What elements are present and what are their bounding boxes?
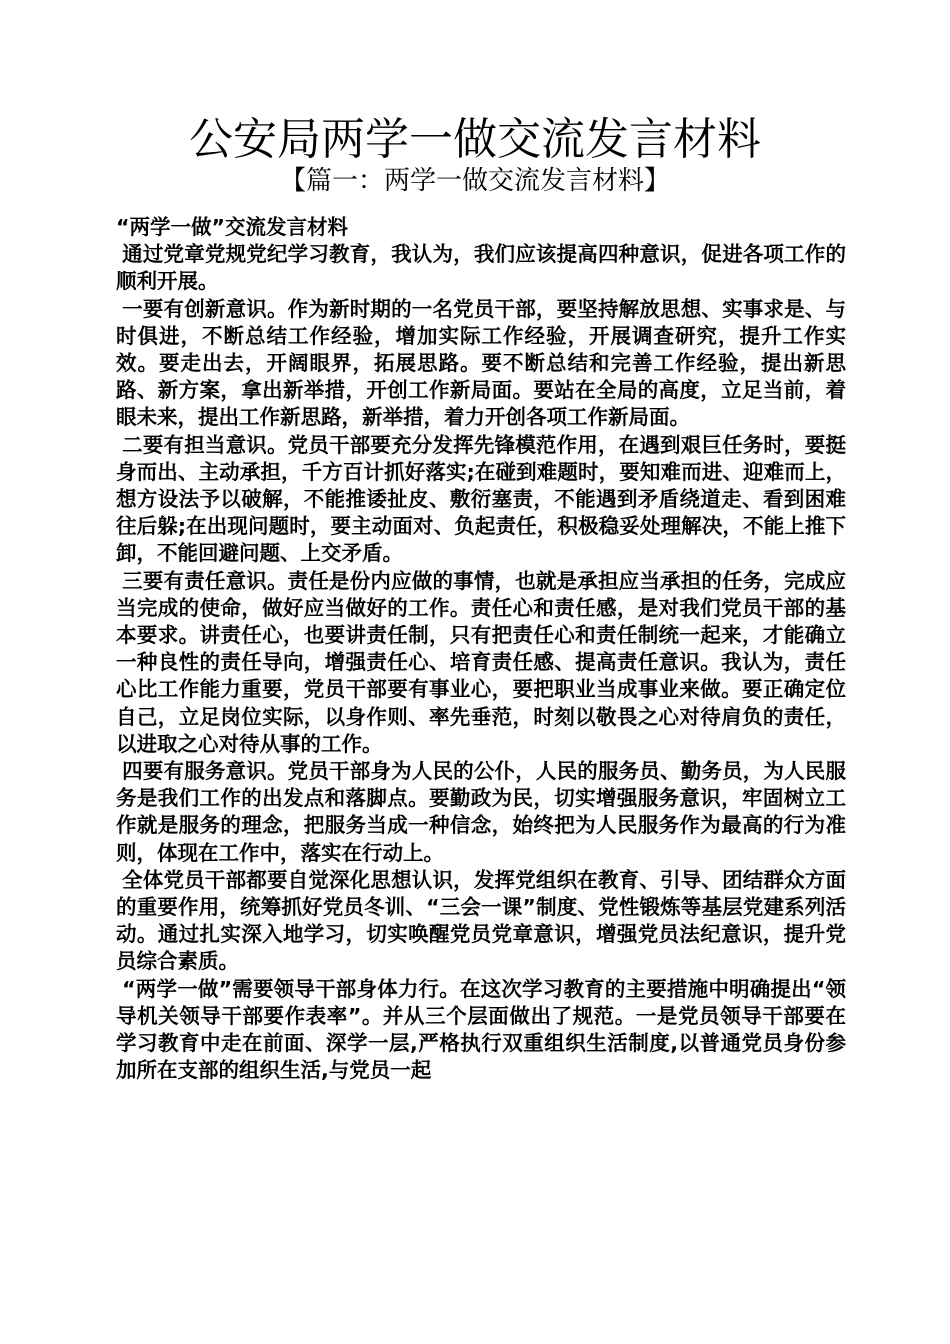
paragraph: 一要有创新意识。作为新时期的一名党员干部，要坚持解放思想、实事求是、与时俱进，不断总结工作经验，增加实际工作经验，开展调查研究，提升工作实效。要走出去，开阔眼界，拓展思路。要不断总结和完善工作经验，提出新思路、新方案，拿出新举措，开创工作新局面。要站在全局的高度，立足当前，着眼未来，提出工作新思路，新举措，着力开创各项工作新局面。 [116, 296, 846, 430]
paragraph: 通过党章党规党纪学习教育，我认为，我们应该提高四种意识，促进各项工作的顺利开展。 [116, 242, 846, 294]
document-body [116, 214, 846, 1085]
paragraph: 二要有担当意识。党员干部要充分发挥先锋模范作用，在遇到艰巨任务时，要挺身而出、主动承担，千方百计抓好落实;在碰到难题时，要知难而进、迎难而上，想方设法予以破解，不能推诿扯皮、敷衍塞责，不能遇到矛盾绕道走、看到困难往后躲;在出现问题时，要主动面对、负起责任，积极稳妥处理解决，不能上推下卸，不能回避问题、上交矛盾。 [116, 432, 846, 566]
document-title: 公安局两学一做交流发言材料 [189, 114, 761, 165]
section-heading: “两学一做”交流发言材料 [116, 215, 348, 239]
paragraph: “两学一做”需要领导干部身体力行。在这次学习教育的主要措施中明确提出“领导机关领导干部要作表率”。并从三个层面做出了规范。一是党员领导干部要在学习教育中走在前面、深学一层,严格执行双重组织生活制度,以普通党员身份参加所在支部的组织生活,与党员一起 [116, 976, 846, 1083]
paragraph: 四要有服务意识。党员干部身为人民的公仆，人民的服务员、勤务员，为人民服务是我们工作的出发点和落脚点。要勤政为民，切实增强服务意识，牢固树立工作就是服务的理念，把服务当成一种信念，始终把为人民服务作为最高的行为准则，体现在工作中，落实在行动上。 [116, 759, 846, 865]
document-subtitle: 【篇一：两学一做交流发言材料】 [279, 166, 670, 196]
paragraph: 三要有责任意识。责任是份内应做的事情，也就是承担应当承担的任务，完成应当完成的使命，做好应当做好的工作。责任心和责任感，是对我们党员干部的基本要求。讲责任心，也要讲责任制，只有把责任心和责任制统一起来，才能确立一种良性的责任导向，增强责任心、培育责任感、提高责任意识。我认为，责任心比工作能力重要，党员干部要有事业心，要把职业当成事业来做。要正确定位自己，立足岗位实际，以身作则、率先垂范，时刻以敬畏之心对待肩负的责任，以进取之心对待从事的工作。 [116, 568, 846, 756]
paragraph: 全体党员干部都要自觉深化思想认识，发挥党组织在教育、引导、团结群众方面的重要作用，统筹抓好党员冬训、“三会一课”制度、党性锻炼等基层党建系列活动。通过扎实深入地学习，切实唤醒党员党章意识，增强党员法纪意识，提升党员综合素质。 [116, 867, 846, 974]
